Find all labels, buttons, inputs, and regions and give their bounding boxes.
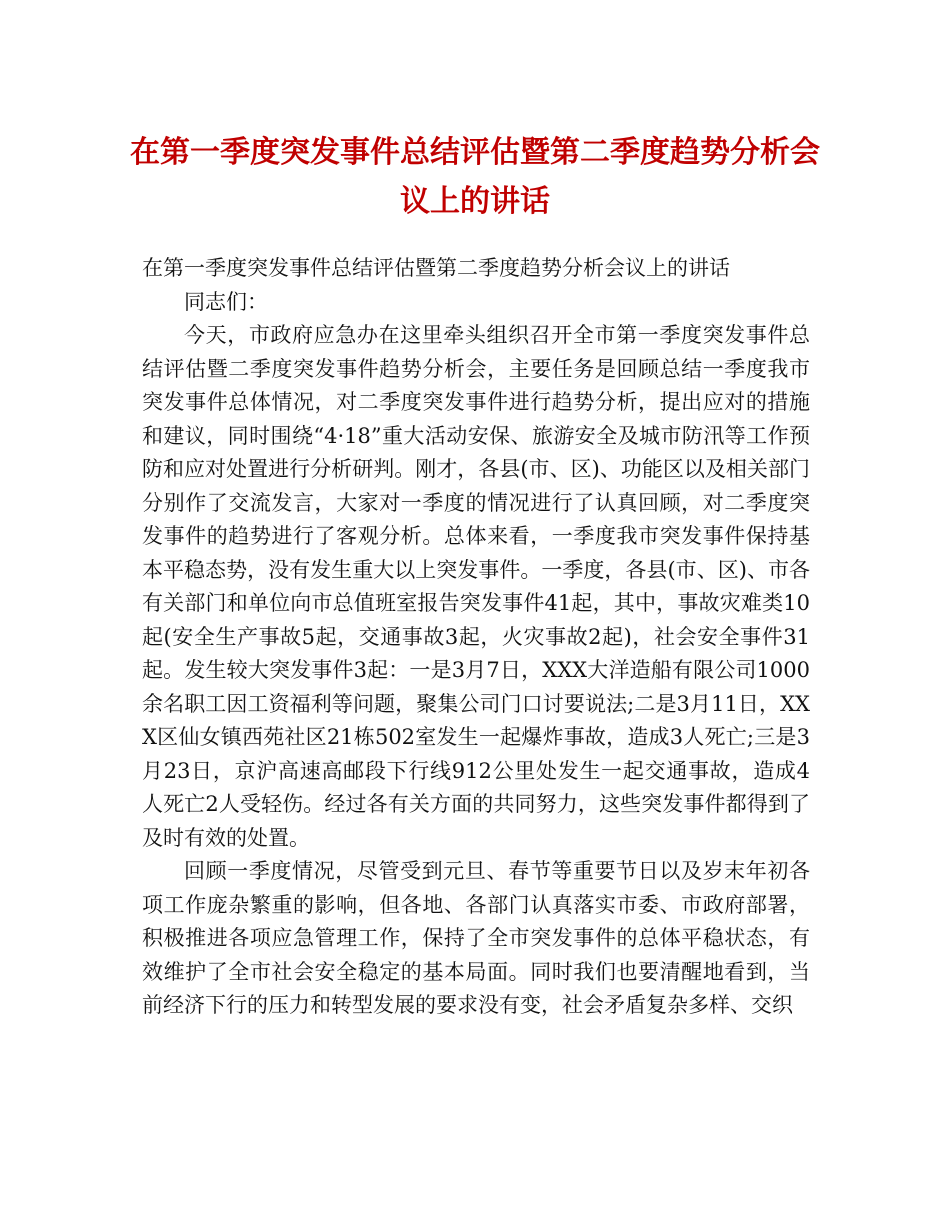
document-title: 在第一季度突发事件总结评估暨第二季度趋势分析会议上的讲话 [130, 135, 820, 219]
salutation: 同志们： [184, 289, 268, 314]
body-paragraph-1: 今天，市政府应急办在这里牵头组织召开全市第一季度突发事件总结评估暨二季度突发事件趋势分析会，主要任务是回顾总结一季度我市突发事件总体情况，对二季度突发事件进行趋势分析，提出应对的措施和建议，同时围绕“4·18”重大活动安保、旅游安全及城市防汛等工作预防和应对处置进行分析研判。刚才，各县(市、区)、功能区以及相关部门分别作了交流发言，大家对一季度的情况进行了认真回顾，对二季度突发事件的趋势进行了客观分析。总体来看，一季度我市突发事件保持基本平稳态势，没有发生重大以上突发事件。一季度，各县(市、区)、市各有关部门和单位向市总值班室报告突发事件41起，其中，事故灾难类10起(安全生产事故5起，交通事故3起，火灾事故2起)，社会安全事件31起。发生较大突发事件3起：一是3月7日，XXX大洋造船有限公司1000余名职工因工资福利等问题，聚集公司门口讨要说法;二是3月11日，XXX区仙女镇西苑社区21栋502室发生一起爆炸事故，造成3人死亡;三是3月23日，京沪高速高邮段下行线912公里处发生一起交通事故，造成4人死亡2人受轻伤。经过各有关方面的共同努力，这些突发事件都得到了及时有效的处置。 [142, 323, 810, 850]
document-body [142, 252, 810, 1023]
body-paragraph-2: 回顾一季度情况，尽管受到元旦、春节等重要节日以及岁末年初各项工作庞杂繁重的影响，但各地、各部门认真落实市委、市政府部署，积极推进各项应急管理工作，保持了全市突发事件的总体平稳状态，有效维护了全市社会安全稳定的基本局面。同时我们也要清醒地看到，当前经济下行的压力和转型发展的要求没有变，社会矛盾复杂多样、交织 [142, 859, 810, 1017]
document-subtitle: 在第一季度突发事件总结评估暨第二季度趋势分析会议上的讲话 [142, 256, 730, 280]
